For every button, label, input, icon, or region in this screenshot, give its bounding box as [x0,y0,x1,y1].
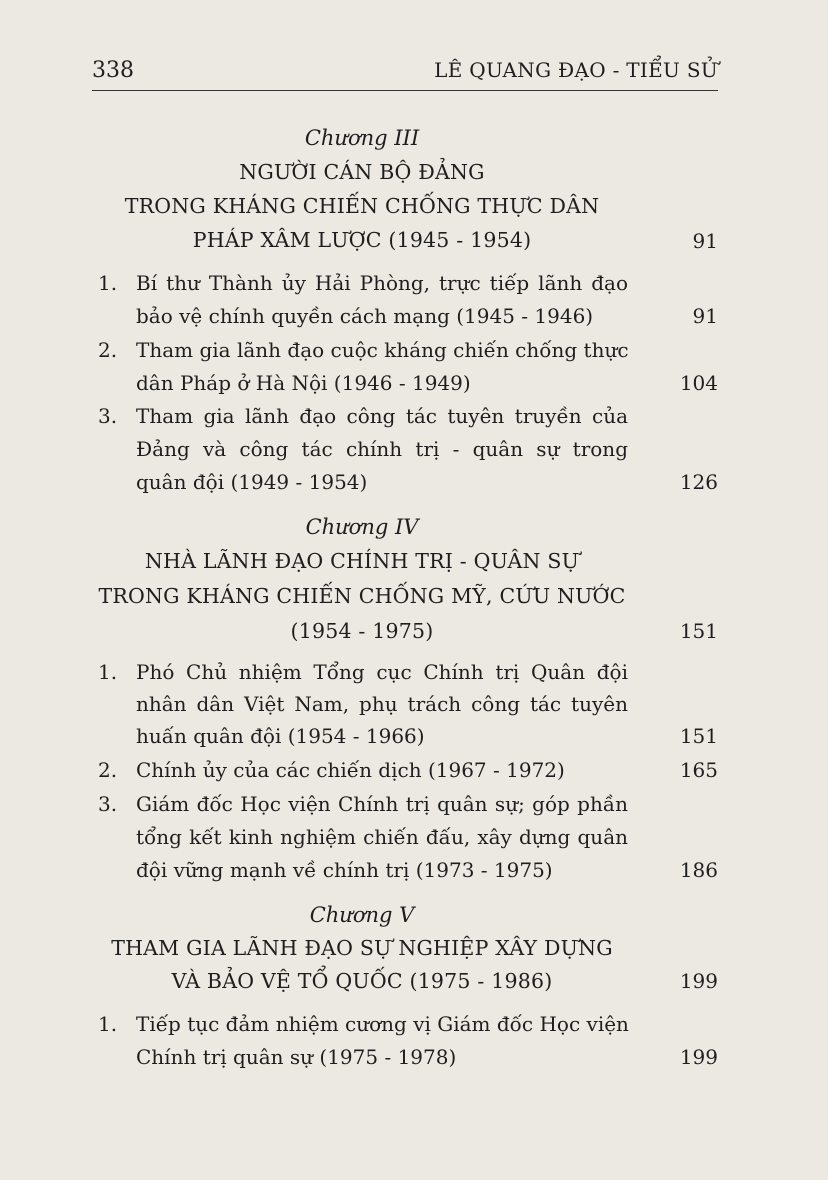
chapter-title-line: TRONG KHÁNG CHIẾN CHỐNG THỰC DÂN [124,194,600,218]
chapter-title-line: NHÀ LÃNH ĐẠO CHÍNH TRỊ - QUÂN SỰ [144,549,580,573]
item-text-line: Chính trị quân sự (1975 - 1978) [136,1045,457,1069]
chapter-page-number: 91 [692,229,718,253]
chapter-title-line: NGƯỜI CÁN BỘ ĐẢNG [239,160,485,184]
item-text-line: huấn quân đội (1954 - 1966) [136,724,425,748]
page-number: 338 [92,58,134,83]
item-text-line: Phó Chủ nhiệm Tổng cục Chính trị Quân đội [136,660,628,684]
item-text-line: Giám đốc Học viện Chính trị quân sự; góp phần [136,792,628,816]
item-text-line: dân Pháp ở Hà Nội (1946 - 1949) [136,371,471,395]
chapter-label: Chương V [309,903,415,927]
item-page-number: 126 [679,470,718,494]
item-number: 1. [98,660,118,684]
item-text-line: nhân dân Việt Nam, phụ trách công tác tuyên [136,692,628,716]
item-text-line: Chính ủy của các chiến dịch (1967 - 1972) [136,758,565,782]
chapter-page-number: 199 [679,969,718,993]
item-text-line: Đảng và công tác chính trị - quân sự trong [136,437,628,461]
item-page-number: 104 [679,371,718,395]
item-text-line: bảo vệ chính quyền cách mạng (1945 - 1946) [136,304,594,328]
item-number: 3. [98,792,118,816]
chapter-page-number: 151 [679,619,718,643]
item-number: 1. [98,271,118,295]
page-header [92,54,718,91]
item-text-line: Tham gia lãnh đạo cuộc kháng chiến chống thực [136,338,629,362]
item-text-line: Tham gia lãnh đạo công tác tuyên truyền của [136,404,628,428]
item-page-number: 151 [679,724,718,748]
item-text-line: quân đội (1949 - 1954) [136,470,368,494]
chapter-title-line: THAM GIA LÃNH ĐẠO SỰ NGHIỆP XÂY DỰNG [111,936,613,960]
item-page-number: 91 [692,304,718,328]
item-text-line: đội vững mạnh về chính trị (1973 - 1975) [136,858,553,882]
item-number: 1. [98,1012,118,1036]
item-number: 3. [98,404,118,428]
chapter-title-line: VÀ BẢO VỆ TỔ QUỐC (1975 - 1986) [171,969,553,993]
chapter-title-line: PHÁP XÂM LƯỢC (1945 - 1954) [192,228,532,252]
item-page-number: 199 [679,1045,718,1069]
chapter-title-line: (1954 - 1975) [290,619,434,643]
item-page-number: 165 [679,758,718,782]
item-number: 2. [98,338,118,362]
item-text-line: tổng kết kinh nghiệm chiến đấu, xây dựng quân [136,825,628,849]
running-title: LÊ QUANG ĐẠO - TIỂU SỬ [434,58,718,82]
chapter-label: Chương IV [305,515,419,539]
item-text-line: Bí thư Thành ủy Hải Phòng, trực tiếp lãnh đạo [136,271,628,295]
item-number: 2. [98,758,118,782]
chapter-label: Chương III [304,126,420,150]
chapter-title-line: TRONG KHÁNG CHIẾN CHỐNG MỸ, CỨU NƯỚC [98,584,626,608]
item-page-number: 186 [679,858,718,882]
item-text-line: Tiếp tục đảm nhiệm cương vị Giám đốc Học viện [136,1012,629,1036]
